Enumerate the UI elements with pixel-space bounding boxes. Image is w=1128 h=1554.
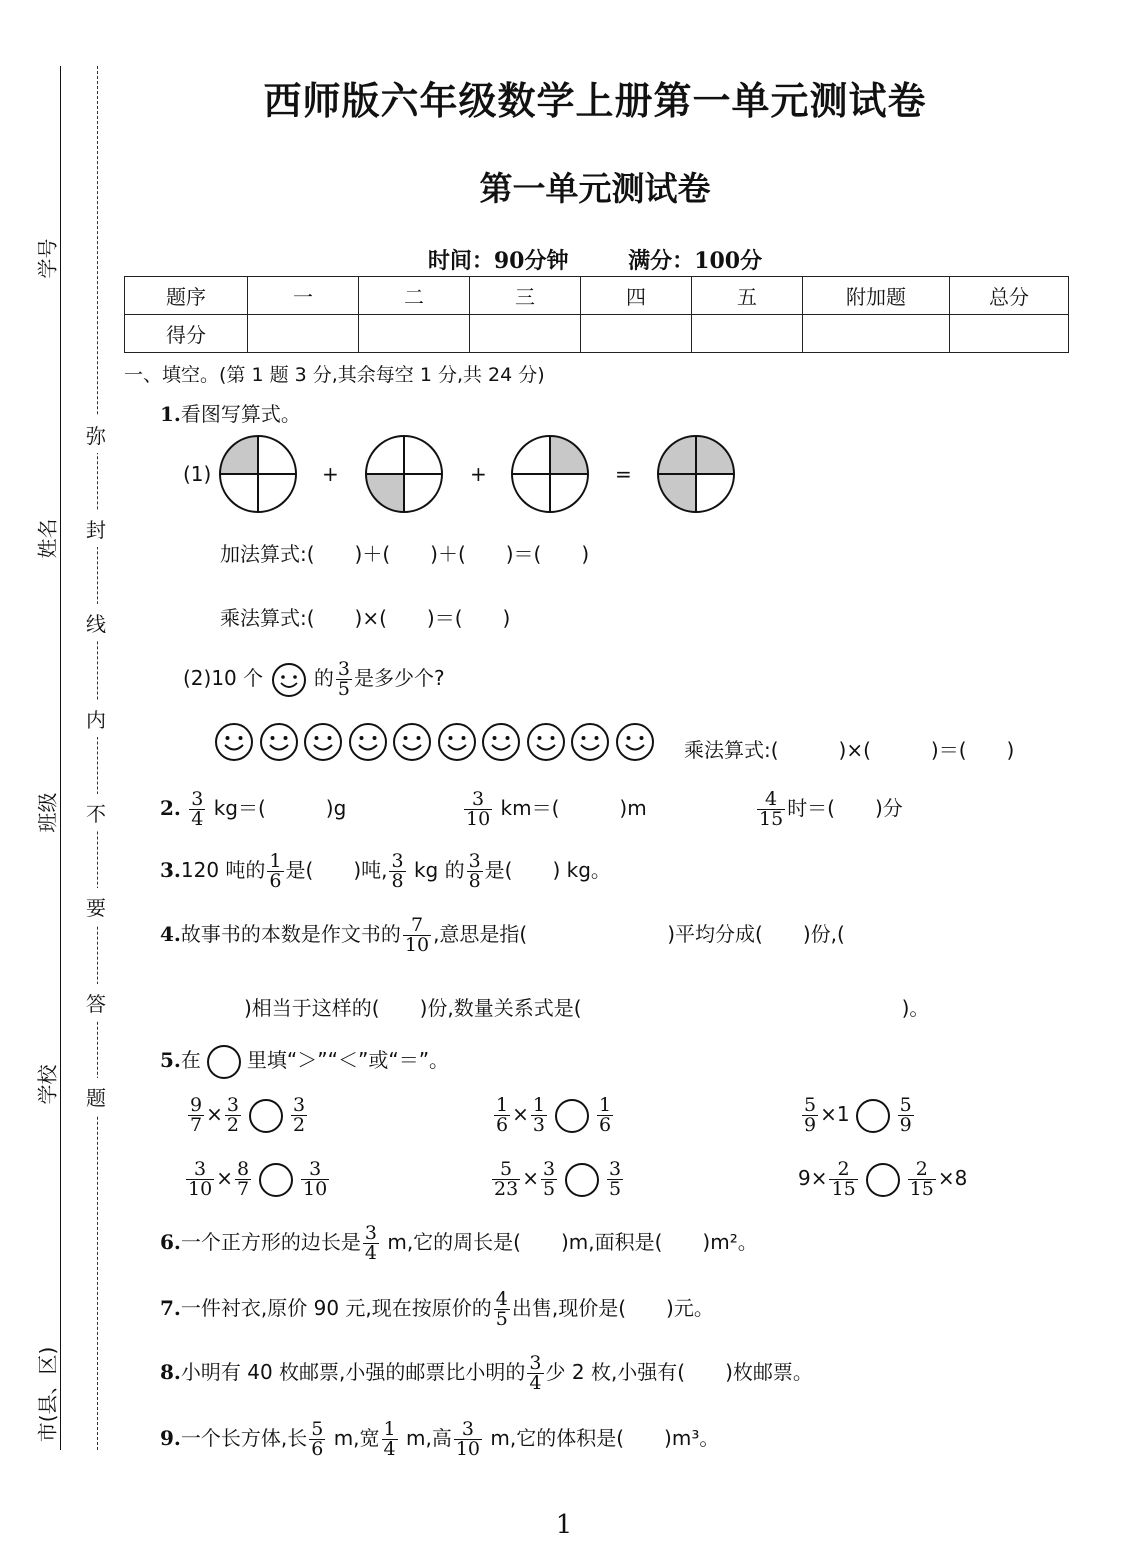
score-header: 四 [581,277,692,315]
fraction: $\frac{3}{4}$ [191,788,204,830]
fraction: $\frac{3}{4}$ [529,1352,542,1394]
smiley-icon [259,722,299,762]
question-text: 看图写算式。 [180,402,301,426]
fraction: $\frac{1}{4}$ [383,1418,396,1460]
circle-4 [658,436,734,512]
smiley-icon [437,722,477,762]
score-cell[interactable] [803,315,950,353]
score-table-score-row [125,315,1069,353]
question-1 [160,398,301,427]
part2-text: 是多少个? [353,666,445,690]
fraction: $\frac{7}{10}$ [404,914,430,956]
question-4: 4.故事书的本数是作文书的 $\frac{7}{10}$ ,意思是指( )平均分成( )份,( [160,914,845,956]
fraction: $\frac{3}{8}$ [468,850,481,892]
name-label: 姓名 [35,518,60,559]
circle-2 [366,436,442,512]
question-number: 5. [160,1048,181,1072]
score-cell[interactable] [692,315,803,353]
exam-full-score: 满分：100分 [628,248,763,274]
question-number: 1. [160,402,181,426]
question-6: 6.一个正方形的边长是 $\frac{3}{4}$ m,它的周长是( )m,面积是( )m²。 [160,1222,758,1264]
seal-char: 封 [86,510,106,547]
part2-text: 的 [313,666,334,690]
page-title: 西师版六年级数学上册第一单元测试卷 [263,78,927,123]
add-formula: 加法算式:( )＋( )＋( )＝( ) [220,542,590,566]
smiley-icon [526,722,566,762]
score-cell[interactable] [470,315,581,353]
question-4-line2: )相当于这样的( )份,数量关系式是( )。 [244,996,930,1020]
score-cell[interactable] [359,315,470,353]
question-number: 2. [160,796,181,820]
smiley-icon [615,722,655,762]
score-header: 二 [359,277,470,315]
q1-part2 [183,660,445,699]
class-label: 班级 [35,792,60,833]
school-label: 学校 [35,1064,60,1105]
question-number: 8. [160,1360,181,1384]
fraction: $\frac{3}{4}$ [364,1222,377,1264]
circle-1 [220,436,296,512]
score-header: 五 [692,277,803,315]
plus-sign: + [470,462,487,486]
compare-blank[interactable] [856,1099,890,1133]
compare-item: $\frac{5}{9}$ ×1 $\frac{5}{9}$ [804,1094,912,1136]
fraction: $\frac{3}{8}$ [391,850,404,892]
question-text: 时＝( )分 [787,796,903,820]
question-text: kg＝( )g [213,796,347,820]
score-header: 附加题 [803,277,950,315]
seal-char: 线 [86,604,106,641]
seal-char: 要 [86,888,106,925]
seal-char: 题 [86,1078,106,1115]
question-5: 5.在 里填“＞”“＜”或“＝”。 [160,1044,449,1079]
page-number: 1 [555,1510,573,1540]
seal-char: 内 [86,700,106,737]
page-subtitle: 第一单元测试卷 [479,169,711,208]
question-2c [755,790,903,829]
score-header: 三 [470,277,581,315]
score-cell[interactable] [581,315,692,353]
compare-item: $\frac{5}{23}$ × $\frac{3}{5}$ $\frac{3}{5}$ [494,1158,622,1200]
compare-blank[interactable] [565,1163,599,1197]
score-cell[interactable] [248,315,359,353]
exam-time: 时间：90分钟 [427,248,569,274]
score-header: 题序 [125,277,248,315]
seal-char: 答 [86,984,106,1021]
fraction: $\frac{4}{15}$ [759,788,784,830]
seal-char: 弥 [86,416,106,453]
question-3: 3.120 吨的 $\frac{1}{6}$ 是( )吨, $\frac{3}{8}$ kg 的 $\frac{3}{8}$ 是( ) kg。 [160,850,611,892]
compare-item: 9× $\frac{2}{15}$ $\frac{2}{15}$ ×8 [798,1158,968,1200]
fraction: $\frac{3}{10}$ [455,1418,481,1460]
question-number: 7. [160,1296,181,1320]
score-header: 总分 [950,277,1069,315]
compare-circle-icon [207,1045,241,1079]
smiley-icon [214,722,254,762]
compare-item: $\frac{9}{7}$ × $\frac{3}{2}$ $\frac{3}{2}$ [190,1094,306,1136]
score-cell[interactable] [950,315,1069,353]
smiley-row [214,722,659,762]
equals-sign: = [615,462,632,486]
circle-3 [512,436,588,512]
compare-blank[interactable] [866,1163,900,1197]
seal-char: 不 [86,794,106,831]
compare-blank[interactable] [249,1099,283,1133]
fraction: $\frac{3}{5}$ [337,658,350,700]
question-2b [462,790,647,829]
question-8: 8.小明有 40 枚邮票,小强的邮票比小明的 $\frac{3}{4}$ 少 2 枚,小强有( )枚邮票。 [160,1352,813,1394]
smiley-icon [481,722,521,762]
mul-formula: 乘法算式:( )×( )＝( ) [220,606,511,630]
question-text: km＝( )m [500,796,647,820]
question-7: 7.一件衬衣,原价 90 元,现在按原价的 $\frac{4}{5}$ 出售,现价是( )元。 [160,1288,714,1330]
plus-sign: + [322,462,339,486]
smiley-icon [348,722,388,762]
part2-formula: 乘法算式:( )×( )＝( ) [684,738,1015,762]
smiley-icon [392,722,432,762]
score-row-label: 得分 [125,315,248,353]
part-label: (1) [183,462,212,486]
smiley-icon [303,722,343,762]
score-header: 一 [248,277,359,315]
compare-item: $\frac{1}{6}$ × $\frac{1}{3}$ $\frac{1}{6}$ [496,1094,612,1136]
question-2 [160,790,346,829]
section-heading: 一、填空。(第 1 题 3 分,其余每空 1 分,共 24 分) [124,364,545,386]
fraction: $\frac{3}{10}$ [466,788,491,830]
part2-text: (2)10 个 [183,666,264,690]
smiley-icon [570,722,610,762]
student-id-label: 学号 [35,238,60,279]
compare-blank[interactable] [555,1099,589,1133]
compare-blank[interactable] [259,1163,293,1197]
smiley-icon [271,662,307,698]
fraction: $\frac{1}{6}$ [269,850,282,892]
fraction: $\frac{5}{6}$ [311,1418,324,1460]
city-label: 市(县、区) [35,1346,60,1443]
fraction: $\frac{4}{5}$ [495,1288,508,1330]
question-9: 9.一个长方体,长 $\frac{5}{6}$ m,宽 $\frac{1}{4}$ m,高 $\frac{3}{10}$ m,它的体积是( )m³。 [160,1418,720,1460]
question-number: 4. [160,922,181,946]
question-number: 3. [160,858,181,882]
question-number: 6. [160,1230,181,1254]
exam-info [0,244,1128,275]
score-table-header-row [125,277,1069,315]
compare-item: $\frac{3}{10}$ × $\frac{8}{7}$ $\frac{3}{10}$ [188,1158,328,1200]
score-table [124,276,1069,353]
question-number: 9. [160,1426,181,1450]
